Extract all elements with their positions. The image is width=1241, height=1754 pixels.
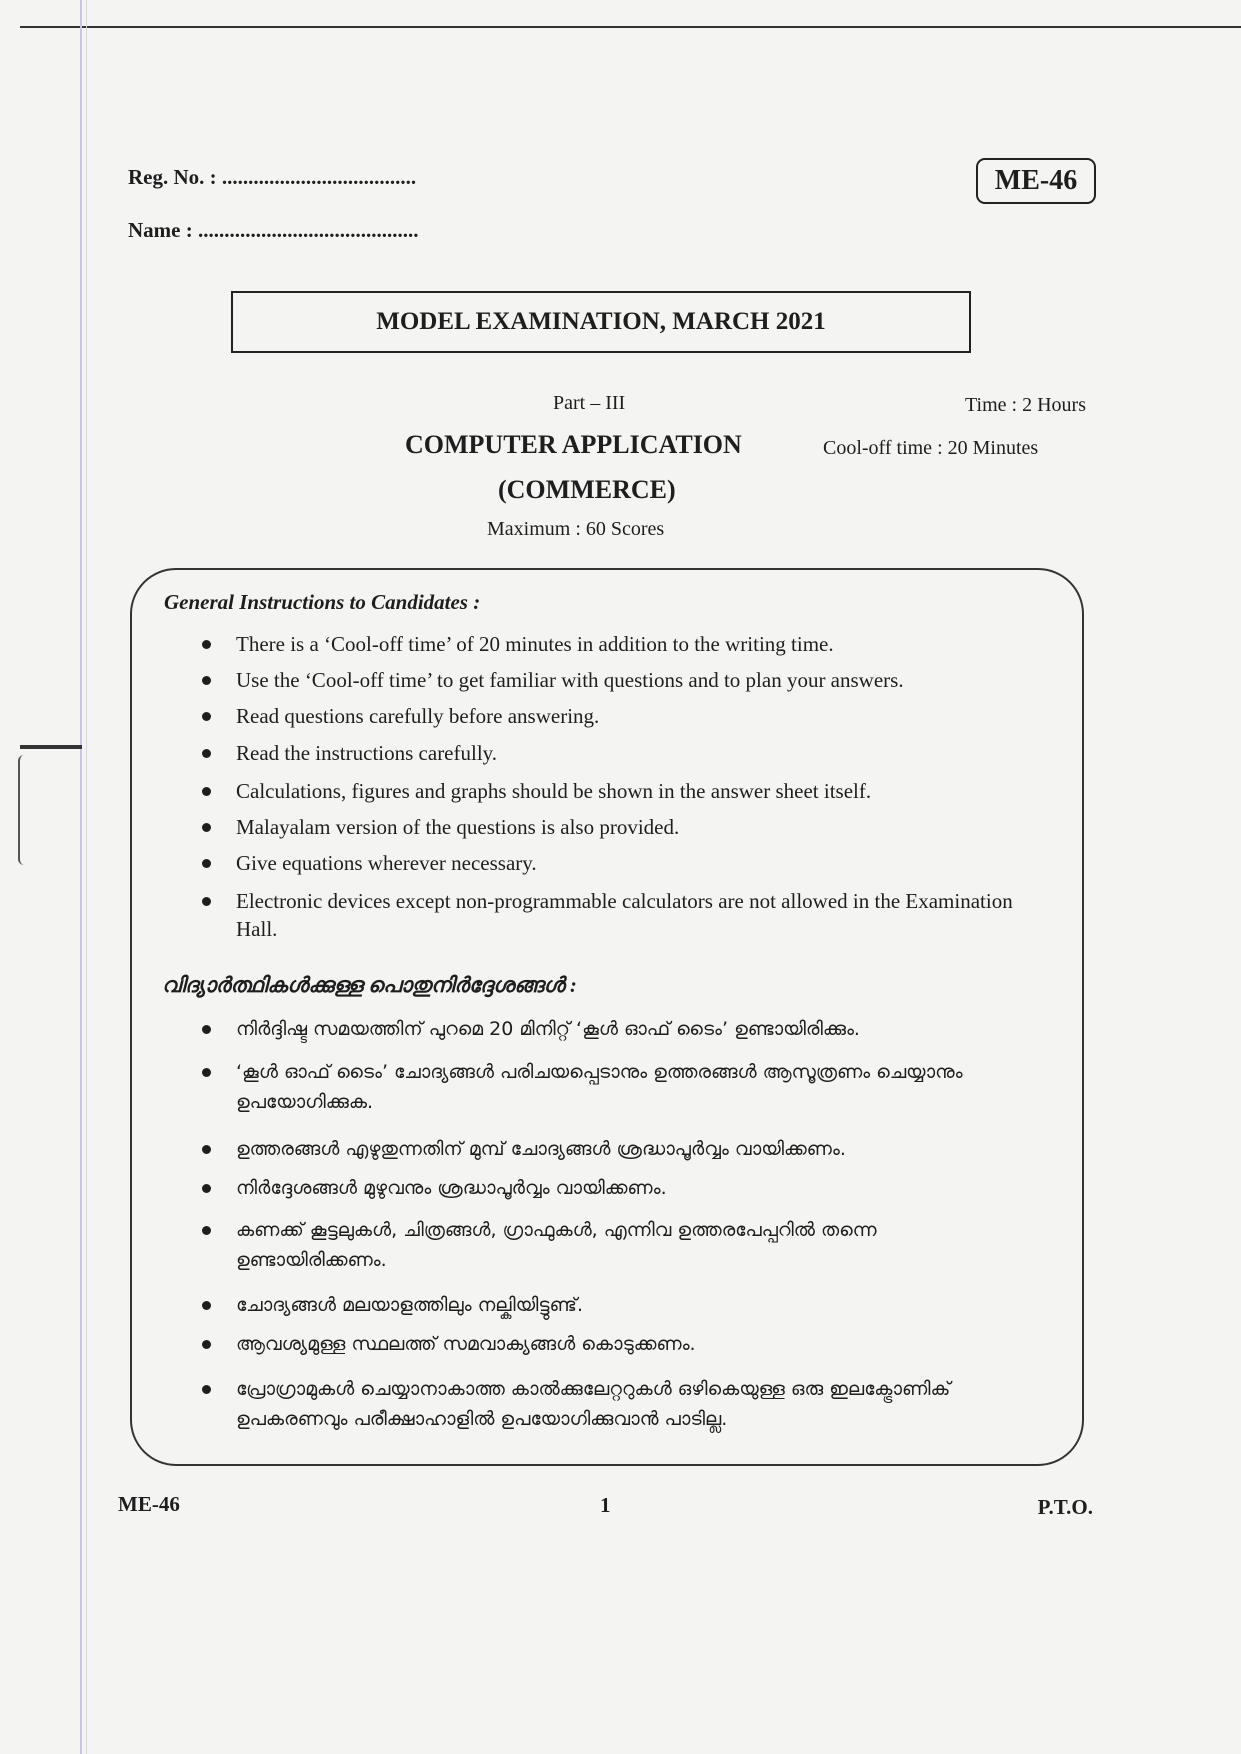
instruction-text: പ്രോഗ്രാമുകൾ ചെയ്യാനാകാത്ത കാൽക്കുലേറ്ററുകൾ ഒഴികെയുള്ള ഒരു ഇലക്ട്രോണിക് ഉപകരണവും പരീക്ഷാഹാളിൽ ഉപയോഗിക്കുവാൻ പാടില്ല. — [236, 1378, 951, 1430]
instruction-text: നിർദ്ദേശങ്ങൾ മുഴുവനും ശ്രദ്ധാപൂർവ്വം വായിക്കണം. — [236, 1177, 667, 1199]
bullet-icon — [202, 787, 211, 796]
pto-label: P.T.O. — [1037, 1495, 1093, 1519]
scan-mark — [18, 755, 28, 865]
bullet-icon — [202, 1226, 211, 1235]
bullet-icon — [202, 897, 211, 906]
bullet-icon — [202, 1385, 211, 1394]
instruction-text: There is a ‘Cool-off time’ of 20 minutes in addition to the writing time. — [236, 632, 834, 656]
bullet-icon — [202, 676, 211, 685]
bullet-icon — [202, 640, 211, 649]
reg-no-field: Reg. No. : ..................................... — [128, 165, 417, 189]
instruction-text: നിർദ്ദിഷ്ട സമയത്തിന് പുറമെ 20 മിനിറ്റ് ‘കൂൾ ഓഫ് ടൈം’ ഉണ്ടായിരിക്കും. — [236, 1018, 860, 1040]
instruction-text: കണക്ക് കൂട്ടലുകൾ, ചിത്രങ്ങൾ, ഗ്രാഫുകൾ, എന്നിവ ഉത്തരപേപ്പറിൽ തന്നെ ഉണ്ടായിരിക്കണം. — [236, 1219, 877, 1271]
maximum-score: Maximum : 60 Scores — [487, 518, 665, 540]
stream-title: (COMMERCE) — [498, 475, 676, 504]
malayalam-instructions-heading: വിദ്യാർത്ഥികൾക്കുള്ള പൊതുനിർദ്ദേശങ്ങൾ : — [162, 973, 577, 997]
time-label: Time : 2 Hours — [965, 394, 1086, 416]
instruction-text: Use the ‘Cool-off time’ to get familiar with questions and to plan your answers. — [236, 668, 904, 692]
scan-margin-line — [86, 0, 87, 1754]
bullet-icon — [202, 1025, 211, 1034]
exam-title: MODEL EXAMINATION, MARCH 2021 — [231, 291, 971, 353]
subject-title: COMPUTER APPLICATION — [405, 430, 742, 459]
instruction-text: Calculations, figures and graphs should be shown in the answer sheet itself. — [236, 779, 872, 803]
scan-mark — [20, 745, 82, 749]
english-instructions-heading: General Instructions to Candidates : — [164, 590, 481, 614]
instruction-text: Electronic devices except non-programmable calculators are not allowed in the Examination Hall. — [236, 889, 1013, 941]
paper-code-badge: ME-46 — [976, 158, 1096, 204]
bullet-icon — [202, 859, 211, 868]
scan-edge-line — [20, 26, 1241, 28]
bullet-icon — [202, 1301, 211, 1310]
page-number: 1 — [600, 1493, 611, 1517]
bullet-icon — [202, 749, 211, 758]
part-label: Part – III — [553, 392, 626, 414]
instruction-text: Read the instructions carefully. — [236, 741, 498, 765]
bullet-icon — [202, 712, 211, 721]
instruction-text: Malayalam version of the questions is also provided. — [236, 815, 680, 839]
bullet-icon — [202, 1068, 211, 1077]
instruction-text: Give equations wherever necessary. — [236, 851, 537, 875]
name-field: Name : .......................................... — [128, 218, 419, 242]
bullet-icon — [202, 1145, 211, 1154]
cool-off-label: Cool-off time : 20 Minutes — [823, 437, 1039, 459]
footer-paper-code: ME-46 — [118, 1492, 180, 1516]
instruction-text: ഉത്തരങ്ങൾ എഴുതുന്നതിന് മുമ്പ് ചോദ്യങ്ങൾ ശ്രദ്ധാപൂർവ്വം വായിക്കണം. — [236, 1138, 846, 1160]
bullet-icon — [202, 823, 211, 832]
bullet-icon — [202, 1184, 211, 1193]
instruction-text: ‘കൂൾ ഓഫ് ടൈം’ ചോദ്യങ്ങൾ പരിചയപ്പെടാനും ഉത്തരങ്ങൾ ആസൂത്രണം ചെയ്യാനും ഉപയോഗിക്കുക. — [236, 1061, 963, 1113]
scan-margin-line — [80, 0, 82, 1754]
instruction-text: ചോദ്യങ്ങൾ മലയാളത്തിലും നല്കിയിട്ടുണ്ട്. — [236, 1294, 583, 1316]
instruction-text: Read questions carefully before answering. — [236, 704, 600, 728]
instruction-text: ആവശ്യമുള്ള സ്ഥലത്ത് സമവാക്യങ്ങൾ കൊടുക്കണം. — [236, 1333, 696, 1355]
bullet-icon — [202, 1340, 211, 1349]
